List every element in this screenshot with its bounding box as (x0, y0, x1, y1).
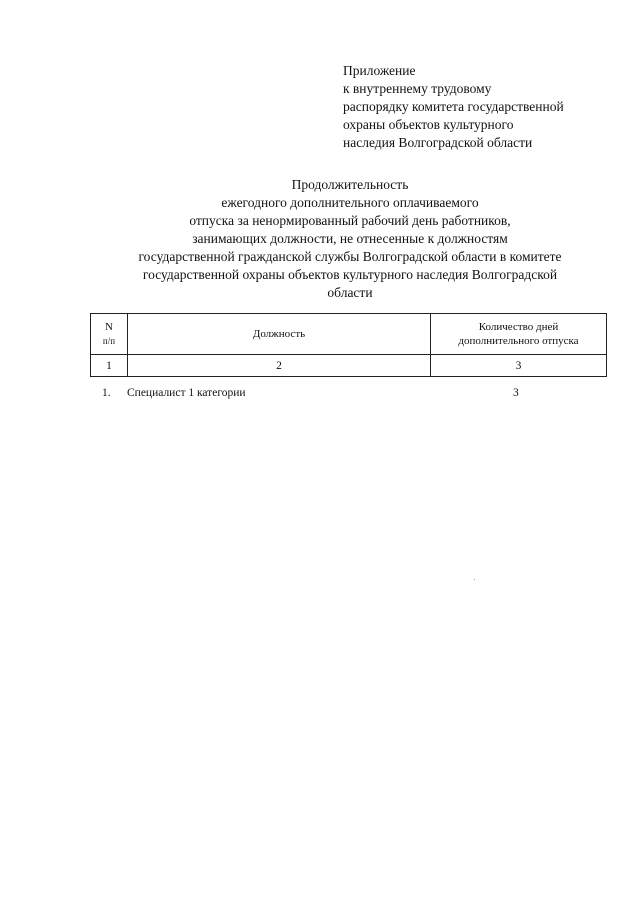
column-number: 1 (91, 355, 128, 377)
header-days-label: Количество дней (478, 321, 559, 333)
title-line: ежегодного дополнительного оплачиваемого (221, 195, 479, 210)
header-position: Должность (128, 314, 431, 355)
scan-speck (474, 579, 475, 580)
table-header-row (91, 314, 607, 355)
row-num: 1. (102, 387, 111, 399)
column-number: 2 (128, 355, 431, 377)
document-title (100, 176, 600, 302)
header-days-sublabel: дополнительного отпуска (458, 335, 579, 347)
title-line: занимающих должности, не отнесенные к должностям (192, 231, 508, 246)
appendix-line: наследия Волгоградской области (343, 135, 533, 150)
appendix-line: к внутреннему трудовому (343, 81, 492, 96)
appendix-line: охраны объектов культурного (343, 117, 514, 132)
table-column-numbers-row (91, 355, 607, 377)
appendix-line: Приложение (343, 63, 416, 78)
header-num-sublabel: п/п (102, 336, 116, 346)
header-num-label: N (105, 321, 113, 333)
table-row (90, 387, 607, 403)
header-num (91, 314, 128, 355)
row-days: 3 (513, 387, 519, 399)
header-days (431, 314, 607, 355)
column-number: 3 (431, 355, 607, 377)
appendix-block (343, 62, 564, 152)
appendix-line: распорядку комитета государственной (343, 99, 564, 114)
title-line: отпуска за ненормированный рабочий день работников, (189, 213, 511, 228)
title-line: государственной охраны объектов культурного наследия Волгоградской (142, 267, 558, 282)
row-position: Специалист 1 категории (127, 387, 246, 399)
title-line: государственной гражданской службы Волгоградской области в комитете (138, 249, 562, 264)
leave-table (90, 313, 607, 377)
title-line: Продолжительность (291, 177, 409, 192)
title-line: области (327, 285, 373, 300)
